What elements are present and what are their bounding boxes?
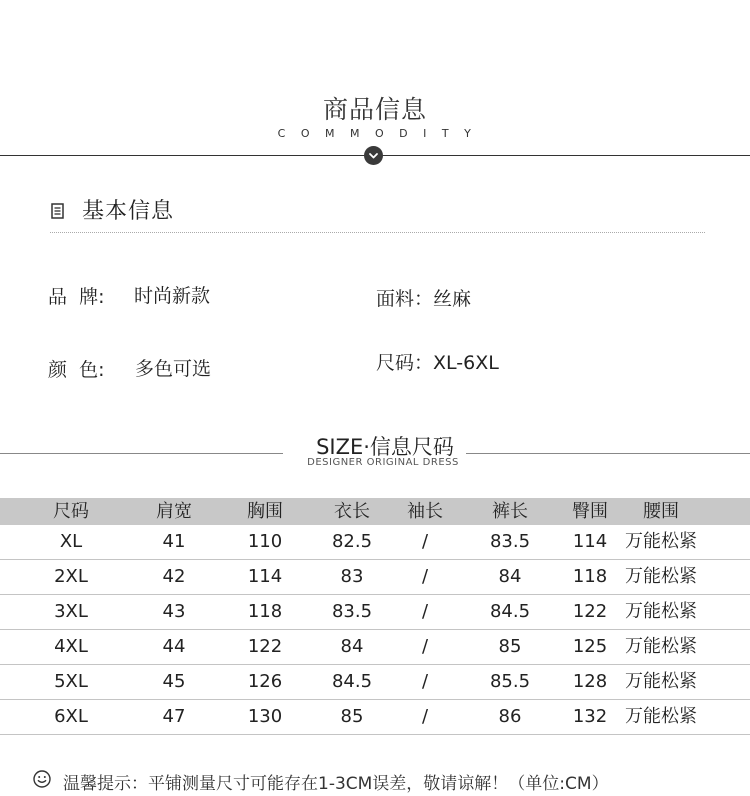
- document-icon: [51, 203, 64, 219]
- table-cell: 84: [340, 636, 364, 657]
- table-row: [0, 525, 750, 560]
- table-cell: 万能松紧: [625, 531, 697, 552]
- table-row: [0, 560, 750, 595]
- color-value: 多色可选: [135, 358, 212, 380]
- table-cell: 126: [247, 671, 283, 692]
- table-cell: /: [421, 566, 429, 587]
- size-section-subtitle: DESIGNER ORIGINAL DRESS: [307, 457, 459, 468]
- table-cell: 128: [572, 671, 608, 692]
- table-cell: /: [421, 531, 429, 552]
- table-cell: 118: [572, 566, 608, 587]
- table-header-row: [0, 498, 750, 525]
- table-cell: 130: [247, 706, 283, 727]
- table-cell: 84.5: [489, 601, 531, 622]
- table-cell: 84: [498, 566, 522, 587]
- table-cell: 85: [340, 706, 364, 727]
- table-row: [0, 630, 750, 665]
- table-header-cell: 衣长: [334, 501, 370, 522]
- measurement-note: 温馨提示：平铺测量尺寸可能存在1-3CM误差，敬请谅解！（单位:CM）: [63, 774, 609, 794]
- page-title: 商品信息: [322, 95, 427, 124]
- table-cell: 85: [498, 636, 522, 657]
- table-cell: 万能松紧: [625, 601, 697, 622]
- fabric-info: 面料：丝麻: [376, 288, 472, 310]
- table-cell: 42: [162, 566, 186, 587]
- table-cell: 万能松紧: [625, 566, 697, 587]
- color-label: 颜 色:: [48, 359, 105, 381]
- table-cell: /: [421, 636, 429, 657]
- table-cell: XL: [59, 531, 83, 552]
- table-cell: 86: [498, 706, 522, 727]
- table-cell: 110: [247, 531, 283, 552]
- brand-value: 时尚新款: [134, 285, 211, 307]
- table-cell: 6XL: [54, 706, 88, 727]
- size-table: [0, 498, 750, 735]
- dotted-divider: [50, 232, 705, 233]
- table-row: [0, 665, 750, 700]
- basic-info-title: 基本信息: [82, 199, 175, 224]
- table-cell: 114: [247, 566, 283, 587]
- table-header-cell: 肩宽: [156, 501, 192, 522]
- table-cell: 41: [162, 531, 186, 552]
- table-header-cell: 袖长: [407, 501, 443, 522]
- table-cell: /: [421, 706, 429, 727]
- smile-icon: [33, 770, 51, 788]
- table-cell: 114: [572, 531, 608, 552]
- table-cell: 84.5: [331, 671, 373, 692]
- page-subtitle: COMMODITY: [277, 127, 487, 140]
- table-cell: 125: [572, 636, 608, 657]
- table-cell: 83: [340, 566, 364, 587]
- table-header-cell: 尺码: [53, 501, 89, 522]
- table-cell: 万能松紧: [625, 636, 697, 657]
- table-cell: 5XL: [54, 671, 88, 692]
- size-section-title: SIZE·信息尺码: [316, 435, 454, 459]
- table-cell: 122: [247, 636, 283, 657]
- table-cell: 122: [572, 601, 608, 622]
- table-cell: 45: [162, 671, 186, 692]
- table-cell: 83.5: [331, 601, 373, 622]
- chevron-down-icon: [364, 146, 383, 165]
- table-cell: 44: [162, 636, 186, 657]
- table-row: [0, 595, 750, 630]
- table-cell: 万能松紧: [625, 706, 697, 727]
- table-cell: 85.5: [489, 671, 531, 692]
- table-header-cell: 腰围: [643, 501, 679, 522]
- size-range-info: 尺码：XL-6XL: [376, 352, 499, 374]
- table-cell: 2XL: [54, 566, 88, 587]
- table-cell: /: [421, 671, 429, 692]
- table-header-cell: 胸围: [247, 501, 283, 522]
- table-cell: 43: [162, 601, 186, 622]
- table-cell: 82.5: [331, 531, 373, 552]
- brand-label: 品 牌:: [48, 286, 105, 308]
- table-row: [0, 700, 750, 735]
- table-cell: 118: [247, 601, 283, 622]
- table-cell: 83.5: [489, 531, 531, 552]
- table-cell: 3XL: [54, 601, 88, 622]
- table-header-cell: 裤长: [492, 501, 528, 522]
- table-cell: 4XL: [54, 636, 88, 657]
- table-cell: /: [421, 601, 429, 622]
- table-cell: 万能松紧: [625, 671, 697, 692]
- table-cell: 132: [572, 706, 608, 727]
- table-cell: 47: [162, 706, 186, 727]
- table-header-cell: 臀围: [572, 501, 608, 522]
